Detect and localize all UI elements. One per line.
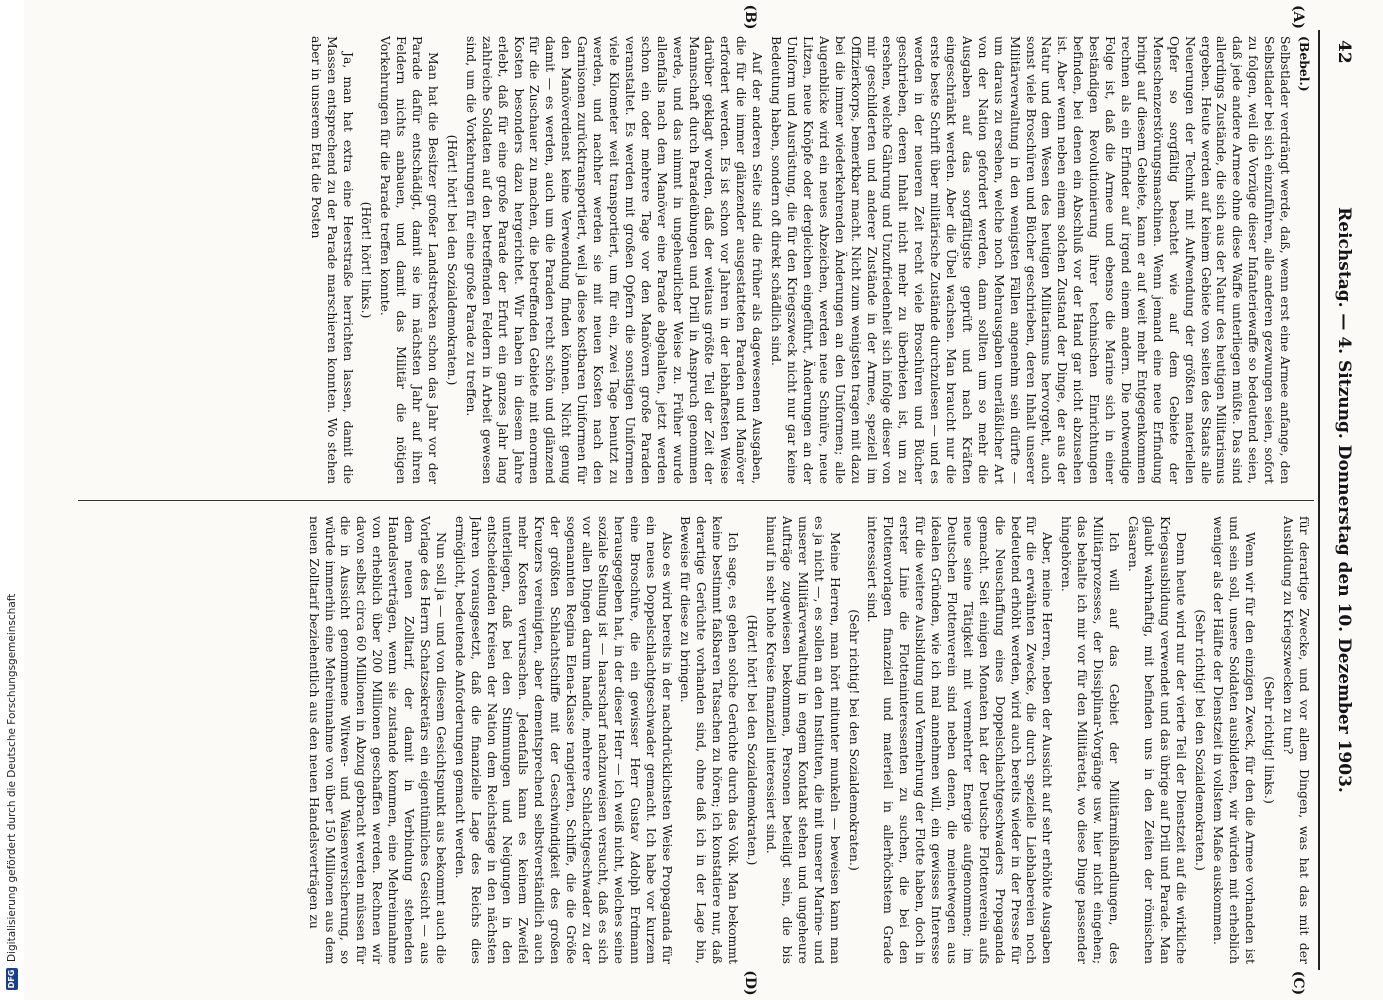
- margin-mark-c: (C): [1290, 970, 1306, 996]
- paragraph: Auf der anderen Seite sind die früher als dagewesenen Ausgaben, die für die immer glänzender ausgestatteten Paraden und Manöver erfordert werden. Es ist schon vor Jahren in der lebhaftesten Weise darüber geklagt worden, daß der weitaus größte Teil der Zeit der Mannschaft durch Paradeübungen und Drill in Anspruch genommen werde, und das nimmt in ungeheurlicher Weise zu. Früher wurde allenfalls nach dem Manöver eine Parade abgehalten, jetzt werden schon ein oder mehrere Tage vor den Manövern große Paraden veranstaltet. Es werden mit großen Opfern die sonstigen Uniformen viele Kilometer weit transportiert, um für ein, zwei Tage benutzt zu werden, und nachher werden sie mit neuen Kosten nach den Garnisonen zurücktransportiert, weil ja diese kostbaren Uniformen für den Manöverdienst keine Verwendung finden können. Nicht genug damit — es werden, auch um die Paraden recht schön und glänzend für die Zuschauer zu machen, die betreffenden Gebiete mit enormen Kosten besonders dazu hergerichtet. Wir haben in diesem Jahre erlebt, daß für eine große Parade der Erfurt ein ganzes Jahr lang zahlreiche Soldaten auf den betreffenden Feldern in Arbeit gewesen sind, um die Vorkehrungen für eine große Parade zu treffen.: [463, 36, 766, 484]
- credit-text: Digitalisierung gefördert durch die Deutsche Forschungsgemeinschaft: [6, 593, 18, 962]
- scanned-page: [24, 0, 1383, 1000]
- page-number: 42: [1334, 40, 1354, 64]
- digitization-credit-strip: [0, 0, 25, 1000]
- interjection: (Hört! hört! links.): [359, 201, 375, 319]
- dfg-logo: DFG: [7, 969, 16, 989]
- header-rule: [1318, 30, 1320, 970]
- interjection: (Hört! hört! bei den Sozialdemokraten.): [745, 614, 761, 866]
- paragraph: für derartige Zwecke, und vor allem Dingen, was hat das mit der Ausbildung zu Kriegszwecken zu tun?: [1281, 516, 1312, 964]
- speaker-name: (Bebel.): [1297, 36, 1312, 92]
- paragraph: Wenn wir für den einzigen Zweck, für den die Armee vorhanden ist und sein soll, unsere Soldaten ausbildeten, wir würden mit erheblich weniger als der Hälfte der Dienstzeit in vollstem Maße auskommen.: [1211, 516, 1259, 964]
- paragraph: Also es wird bereits in der nachdrücklichsten Weise Propaganda für ein neues Doppelschlachtgeschwader gemacht. Ich habe vor kurzem eine Broschüre, die ein gewisser Herr Gustav Adolph Erdmann herausgegeben hat, in der dieser Herr — ich weiß nicht, welches seine soziale Stellung ist — haarscharf nachzuweisen versucht, daß es sich vor allen Dingen darum handle, mehrere Schlachtgeschwader zu der sogenannten Regina Elena-Klasse rangierten, Schiffe, die die Größe der größten Schlachtschiffe mit der Geschwindigkeit des großen Kreuzers vereinigten, aber dementsprechend selbstverständlich auch mehr Kosten verursachen. Jedenfalls kann es keinem Zweifel unterliegen, daß bei den Stimmungen und Neigungen in den entscheidenden Kreisen der Nation dem Reichstage in den nächsten Jahren vorausgesetzt, daß die finanzielle Lage des Reichs dies ermöglicht, bedeutende Anforderungen gemacht werden.: [452, 516, 675, 964]
- right-column: [82, 516, 1312, 964]
- interjection: (Sehr richtig! links.): [1262, 676, 1278, 804]
- paragraph: Ich sage, es gehen solche Gerüchte durch das Volk. Man bekommt keine bestimmt faßbaren Tatsachen zu hören; ich konstatiere nur, daß derartige Gerüchte vorhanden sind, ohne daß ich in der Lage bin, Beweise für diese zu bringen.: [678, 516, 742, 964]
- paragraph: Ja, man hat extra eine Heerstraße herrichten lassen, damit die Massen entsprechend zu der Parade marschieren konnten. Wo stehen aber in unserem Etat die Posten: [308, 36, 356, 484]
- running-head: Reichstag. — 4. Sitzung. Donnerstag den 10. Dezember 1903.: [1334, 207, 1354, 793]
- margin-mark-a: (A): [1290, 4, 1306, 30]
- page-content: [68, 4, 1358, 996]
- column-divider: [78, 500, 1314, 501]
- paragraph: Nun soll ja — und von diesem Gesichtspunkt aus bekommt auch die Vorlage des Herrn Schatzsekretärs ein eigentümliches Gesicht — aus dem neuen Zolltarif, der damit in Verbindung stehenden Handelsverträgen, wenn sie zustande kommen, eine Mehreinnahme von erheblich über 200 Millionen geschaffen werden. Rechnen wir davon selbst circa 60 Millionen in Abzug gebracht werden müssen für die in Aussicht genommene Witwen- und Waisenversicherung, so würde immerhin eine Mehreinnahme von über 150 Millionen aus dem neuen Zolltarif beziehentlich aus den neuen Handelsverträgen zu: [306, 516, 449, 964]
- digitization-credit: [4, 0, 20, 990]
- paragraph: Man hat die Besitzer großer Landstrecken schon das Jahr vor der Parade dafür entschädigt, damit sie im nächsten Jahr auf ihren Feldern nichts anbauen, und damit das Militär die nötigen Vorkehrungen für die Parade treffen konnte.: [378, 36, 442, 484]
- interjection: (Sehr richtig! bei den Sozialdemokraten.): [846, 609, 862, 871]
- paragraph: Selbstlader verdrängt werde, daß, wenn erst eine Armee anfange, den Selbstlader bei sich einzuführen, alle anderen gezwungen seien, sofort zu folgen, weil die Vorzüge dieser Infanteriewaffe so bedeutend seien, daß jede andere Armee ohne diese Waffe unterliegen müßte. Das sind allerdings Zustände, die sich aus der Natur des heutigen Militarismus ergeben. Heute werden auf keinem Gebiete von seiten des Staats alle Neuerungen der Technik mit Aufwendung der größten materiellen Opfer so sorgfältig beachtet wie auf dem Gebiete der Menschenzerstörungsmaschinen. Wenn jemand eine neue Erfindung bringt auf diesem Gebiete, kann er auf weit mehr Entgegenkommen rechnen als ein Erfinder auf irgend einem andern. Die notwendige Folge ist, daß die Armee und ebenso die Marine sich in einer beständigen Revolutionierung ihrer technischen Einrichtungen befinden, bei denen ein Abschluß vor der Hand gar nicht abzusehen ist. Aber wenn neben einem solchen Zustand der Dinge, der aus der Natur und dem Wesen des heutigen Militarismus hervorgeht, auch sonst viele Broschüren und Bücher geschrieben, deren Inhalt unserer Militärverwaltung in den wenigsten Fällen angenehm sein dürfte — um daraus zu ersehen, welche noch Mehrausgaben unerläßlicher Art von der Nation gefordert werden, dann sollten um so mehr die Ausgaben auf das sorgfältigste geprüft und nach Kräften eingeschränkt werden. Aber die Übel wachsen. Man braucht nur die erste beste Schrift über militärische Zustände durchzulesen — und es werden in der neueren Zeit recht viele Broschüren und Bücher geschrieben, deren Inhalt nicht mehr zu überbieten ist, um zu ersehen, welche Gährung und Unzufriedenheit sich infolge dieser von mir geschilderten und anderer Zustände in der Armee, speziell im Offizierkorps, bemerkbar macht. Nicht zum wenigsten tragen mit dazu bei die immer wiederkehrenden Änderungen an den Uniformen; alle Augenblicke wird ein neues Abzeichen, werden neue Schnüre, neue Litzen, neue Knöpfe oder dergleichen eingeführt, Änderungen an der Uniform und Ausrüstung, die für den Kriegszweck nicht nur gar keine Bedeutung haben, sondern oft direkt schädlich sind.: [769, 36, 1294, 484]
- paragraph: Denn heute wird nur der vierte Teil der Dienstzeit auf die wirkliche Kriegsausbildung verwendet und das übrige auf Drill und Parade. Man glaubt wahrhaftig, mit befinden uns in den Zeiten der römischen Cäsaren.: [1125, 516, 1189, 964]
- paragraph: Aber, meine Herren, neben der Aussicht auf sehr erhöhte Ausgaben für die erwähnten Zwecke, die durch spezielle Liebhabereien noch bedeutend erhöht werden, wird auch bereits wieder in der Presse für die Neuschaffung eines Doppelschlachtgeschwaders Propaganda gemacht. Seit einigen Monaten hat der Deutsche Flottenverein aufs neue seine Tätigkeit mit vermehrter Energie aufgenommen; im Deutschen Flottenverein sind neben denen, die meinetwegen aus idealen Gründen, wie ich mal annehmen will, ein gewisses Interesse für die weitere Ausbildung und Vermehrung der Flotte haben, doch in erster Linie die Flotteninteressenten zu suchen, die bei den Flottenvorlagen finanziell und materiell in allerhöchstem Grade interessiert sind.: [865, 516, 1056, 964]
- margin-mark-b: (B): [742, 4, 758, 30]
- interjection: (Hört! hört! bei den Sozialdemokraten.): [444, 134, 460, 386]
- margin-mark-d: (D): [742, 970, 758, 996]
- paragraph: Meine Herren, man hört mitunter munkeln — beweisen kann man es ja nicht —, es sollen an den Instituten, die mit unserer Marine- und unserer Militärverwaltung in engem Kontakt stehen und ungeheure Aufträge zugewiesen bekommen, Personen beteiligt sein, die bis hinauf in sehr hohe Kreise finanziell interessiert sind.: [764, 516, 843, 964]
- paragraph: Ich will auf das Gebiet der Militärmißhandlungen, des Militärprozesses, der Dissiplinar-Vorgänge usw. hier nicht eingehen; das behalte ich mir vor für den Militäretat, wo diese Dinge passender hingehören.: [1059, 516, 1123, 964]
- page-header: [1328, 30, 1358, 970]
- left-column: [82, 36, 1312, 484]
- interjection: (Sehr richtig! bei den Sozialdemokraten.): [1192, 609, 1208, 871]
